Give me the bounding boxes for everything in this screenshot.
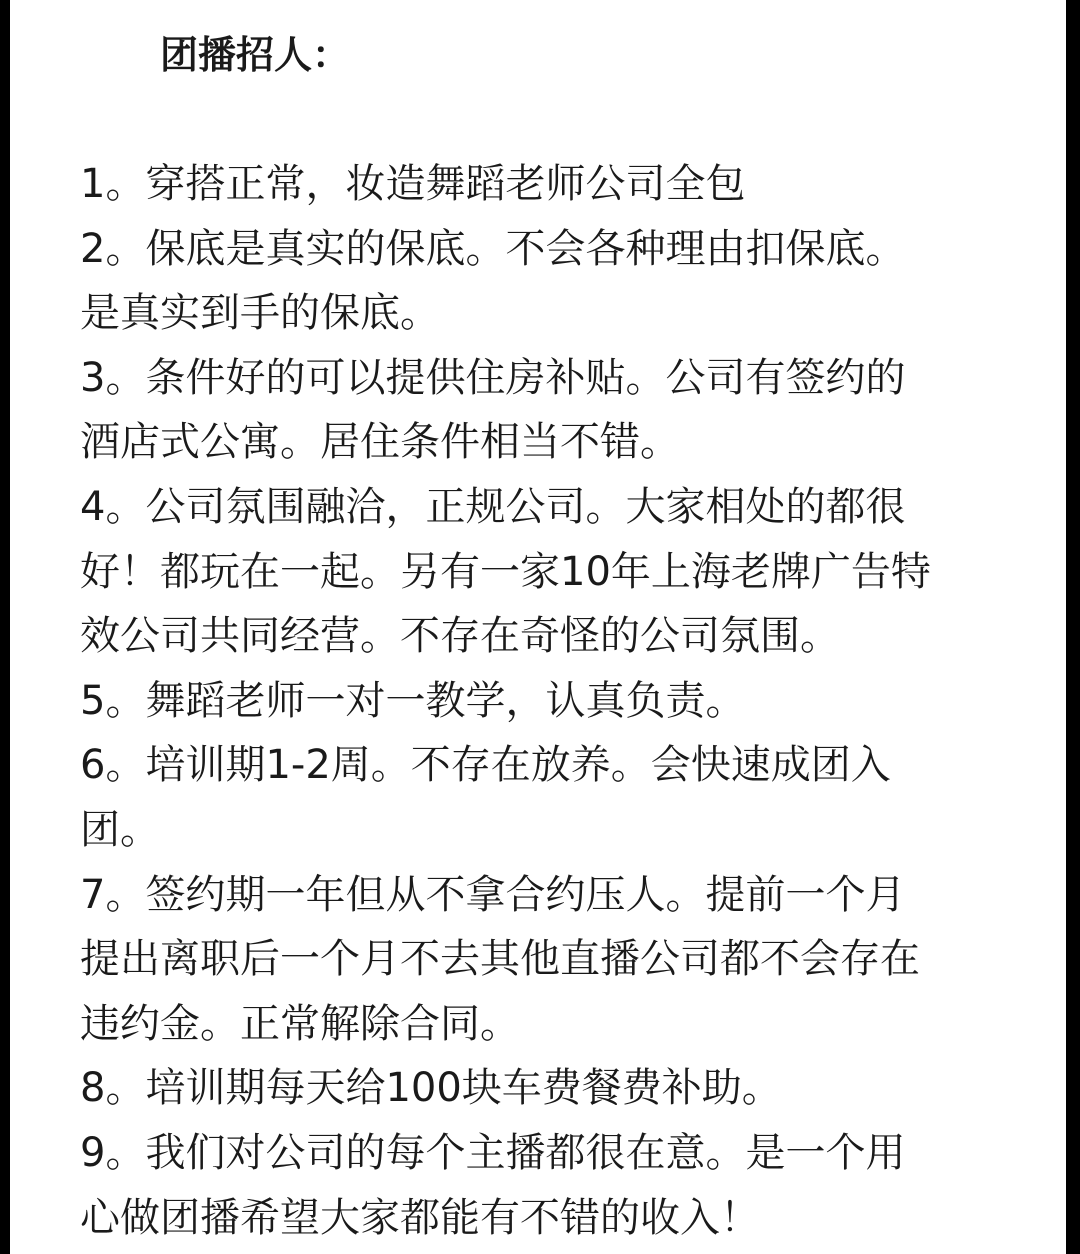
note-line: 酒店式公寓。居住条件相当不错。	[80, 419, 680, 466]
note-line: 4。公司氛围融洽，正规公司。大家相处的都很	[80, 483, 906, 530]
note-line: 6。培训期1-2周。不存在放养。会快速成团入	[80, 742, 891, 789]
note-line: 5。舞蹈老师一对一教学，认真负责。	[80, 677, 746, 724]
note-line: 3。条件好的可以提供住房补贴。公司有签约的	[80, 354, 906, 401]
note-line: 9。我们对公司的每个主播都很在意。是一个用	[80, 1129, 906, 1176]
note-line: 心做团播希望大家都能有不错的收入！	[80, 1194, 760, 1241]
note-line: 7。签约期一年但从不拿合约压人。提前一个月	[80, 871, 906, 918]
note-body	[80, 152, 1040, 1250]
note-line: 1。穿搭正常，妆造舞蹈老师公司全包	[80, 161, 746, 207]
note-page	[10, 0, 1066, 1254]
note-line: 好！都玩在一起。另有一家10年上海老牌广告特	[80, 548, 931, 595]
note-line: 违约金。正常解除合同。	[80, 1000, 520, 1047]
note-line: 团。	[80, 806, 160, 853]
note-line: 8。培训期每天给100块车费餐费补助。	[80, 1065, 782, 1112]
note-line: 效公司共同经营。不存在奇怪的公司氛围。	[80, 613, 840, 660]
note-title: 团播招人：	[160, 33, 351, 77]
note-line: 是真实到手的保底。	[80, 290, 440, 337]
note-line: 2。保底是真实的保底。不会各种理由扣保底。	[80, 225, 906, 272]
note-line: 提出离职后一个月不去其他直播公司都不会存在	[80, 936, 920, 983]
